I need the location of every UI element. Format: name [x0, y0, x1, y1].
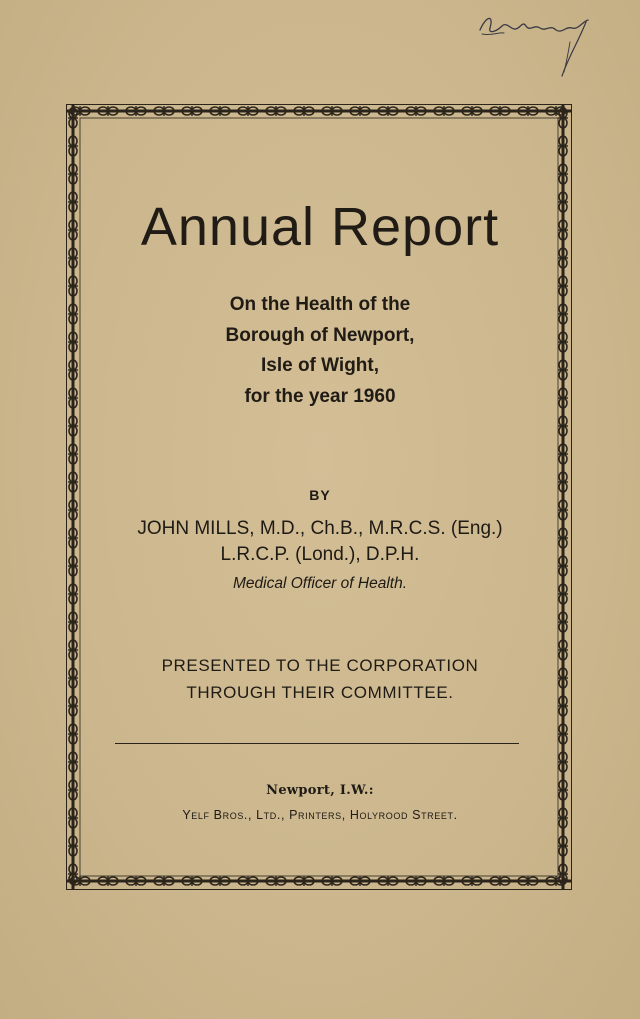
presented-line: THROUGH THEIR COMMITTEE.: [186, 683, 454, 702]
by-label: BY: [309, 487, 331, 503]
printer-imprint: Yelf Bros., Ltd., Printers, Holyrood Street.: [182, 808, 458, 822]
author-line: JOHN MILLS, M.D., Ch.B., M.R.C.S. (Eng.): [137, 518, 503, 539]
report-subtitle: [120, 290, 520, 412]
author-line: L.R.C.P. (Lond.), D.P.H.: [220, 544, 420, 565]
publication-place: Newport, I.W.:: [266, 783, 374, 798]
report-title: Annual Report: [140, 197, 500, 257]
presented-line: PRESENTED TO THE CORPORATION: [161, 656, 479, 675]
presented-statement: [90, 652, 550, 706]
subtitle-line: On the Health of the: [229, 294, 411, 315]
subtitle-line: Isle of Wight,: [260, 355, 380, 376]
author-credentials: [90, 516, 550, 568]
horizontal-rule: [115, 743, 519, 744]
subtitle-line: for the year 1960: [244, 385, 396, 407]
author-role: Medical Officer of Health.: [232, 575, 407, 592]
subtitle-line: Borough of Newport,: [225, 324, 415, 346]
